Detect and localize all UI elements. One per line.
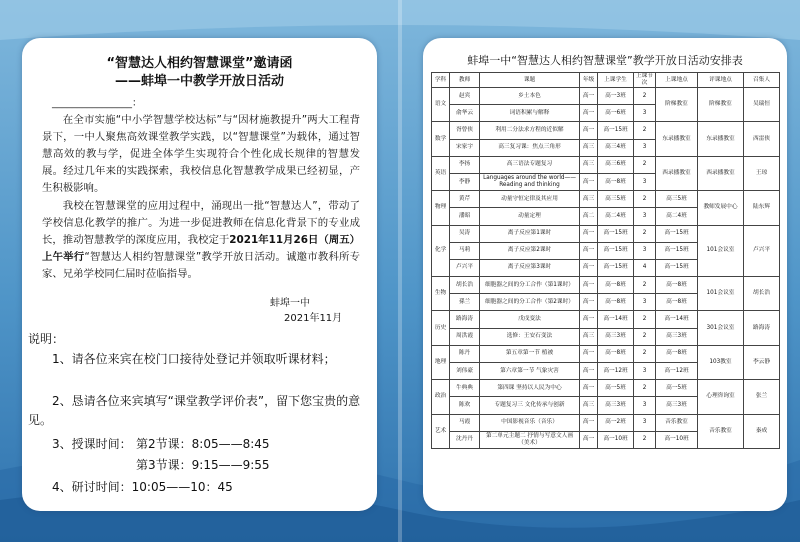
cell-class: 高一15班 <box>598 242 634 259</box>
table-row <box>432 380 780 397</box>
period-3-time: 第3节课：9:15——9:55 <box>136 458 270 472</box>
table-header-row <box>432 73 780 88</box>
cell-subject: 化学 <box>432 225 450 277</box>
salutation: ________________： <box>52 98 142 109</box>
cell-class: 高一8班 <box>598 277 634 294</box>
cell-class: 高一8班 <box>598 173 634 190</box>
cell-topic: 高三语法专题复习 <box>480 156 580 173</box>
table-row <box>432 88 780 105</box>
cell-review: 101会议室 <box>698 225 744 277</box>
cell-topic: 中国影视音乐（音乐） <box>480 414 580 431</box>
cell-host: 张兰 <box>744 380 780 414</box>
cell-grade: 高一 <box>580 122 598 139</box>
table-row <box>432 122 780 139</box>
cell-grade: 高一 <box>580 173 598 190</box>
cell-room: 高一10班 <box>656 431 698 448</box>
schedule-title: 蚌埠一中“智慧达人相约智慧课堂”教学开放日活动安排表 <box>467 54 743 67</box>
cell-class: 高一15班 <box>598 225 634 242</box>
cell-teacher: 李扬 <box>450 156 480 173</box>
cell-room: 高一8班 <box>656 277 698 294</box>
cell-room: 高三5班 <box>656 191 698 208</box>
note-3-label: 3、授课时间： <box>52 437 132 451</box>
cell-grade: 高一 <box>580 105 598 122</box>
cell-class: 高三6班 <box>598 156 634 173</box>
cell-teacher: 卢兴平 <box>450 259 480 276</box>
cell-host: 卢兴平 <box>744 225 780 277</box>
cell-room: 高二4班 <box>656 208 698 225</box>
cell-subject: 艺术 <box>432 414 450 448</box>
cell-topic: 戊戌变法 <box>480 311 580 328</box>
note-1: 1、请各位来宾在校门口接待处登记并领取听课材料； <box>52 352 336 366</box>
cell-class: 高二4班 <box>598 208 634 225</box>
cell-teacher: 吴涛 <box>450 225 480 242</box>
cell-host: 王琼 <box>744 156 780 190</box>
cell-grade: 高一 <box>580 88 598 105</box>
cell-class: 高一10班 <box>598 431 634 448</box>
cell-host: 李云静 <box>744 345 780 379</box>
cell-period: 3 <box>634 397 656 414</box>
cell-period: 2 <box>634 380 656 397</box>
cell-teacher: 陈欢 <box>450 397 480 414</box>
cell-teacher: 刘伟豪 <box>450 363 480 380</box>
cell-grade: 高一 <box>580 277 598 294</box>
cell-class: 高一2班 <box>598 414 634 431</box>
cell-review: 301会议室 <box>698 311 744 345</box>
cell-grade: 高一 <box>580 225 598 242</box>
cell-period: 2 <box>634 328 656 345</box>
cell-subject: 英语 <box>432 156 450 190</box>
cell-grade: 高三 <box>580 139 598 156</box>
notes-title: 说明： <box>28 332 65 346</box>
cell-period: 3 <box>634 294 656 311</box>
cell-teacher: 胥曾侠 <box>450 122 480 139</box>
cell-review: 101会议室 <box>698 277 744 311</box>
cell-room: 高三3班 <box>656 328 698 345</box>
cell-subject: 地理 <box>432 345 450 379</box>
column-header: 评课地点 <box>698 73 744 88</box>
column-header: 上课地点 <box>656 73 698 88</box>
cell-teacher: 潘昭 <box>450 208 480 225</box>
cell-grade: 高三 <box>580 397 598 414</box>
cell-room: 高一15班 <box>656 242 698 259</box>
table-row <box>432 277 780 294</box>
cell-room: 高一12班 <box>656 363 698 380</box>
table-row <box>432 345 780 362</box>
cell-topic: 离子反应第3课时 <box>480 259 580 276</box>
table-row <box>432 311 780 328</box>
cell-room: 东录播教室 <box>656 122 698 156</box>
cell-period: 3 <box>634 208 656 225</box>
cell-topic: 细胞器之间的分工合作（第2课时） <box>480 294 580 311</box>
cell-teacher: 宋家宇 <box>450 139 480 156</box>
cell-grade: 高三 <box>580 156 598 173</box>
cell-room: 高一14班 <box>656 311 698 328</box>
cell-period: 2 <box>634 88 656 105</box>
cell-period: 2 <box>634 156 656 173</box>
cell-topic: 词语积累与解释 <box>480 105 580 122</box>
cell-grade: 高一 <box>580 345 598 362</box>
column-header: 上课学生 <box>598 73 634 88</box>
event-date: 2021年11月26日（周五）上午举行 <box>42 234 360 263</box>
cell-teacher: 沈丹丹 <box>450 431 480 448</box>
period-2-time: 第2节课：8:05——8:45 <box>136 437 270 451</box>
cell-teacher: 黄芹 <box>450 191 480 208</box>
cell-review: 阶梯教室 <box>698 88 744 122</box>
page-spine <box>398 0 402 542</box>
column-header: 教师 <box>450 73 480 88</box>
cell-grade: 高一 <box>580 431 598 448</box>
invitation-panel <box>22 38 377 511</box>
cell-period: 2 <box>634 311 656 328</box>
cell-review: 音乐教室 <box>698 414 744 448</box>
cell-subject: 政治 <box>432 380 450 414</box>
cell-topic: 第六章第一节 气象灾害 <box>480 363 580 380</box>
cell-topic: 离子反应第2课时 <box>480 242 580 259</box>
invite-subtitle: ——蚌埠一中教学开放日活动 <box>114 74 284 89</box>
cell-teacher: 俞华云 <box>450 105 480 122</box>
signature-date: 2021年11月 <box>284 313 343 324</box>
invite-paragraph-1: 在全市实施“中小学智慧学校达标”与“因材施教提升”两大工程背景下，一中人聚焦高效课堂教学实践，以“智慧课堂”为载体，通过智慧高效的教与学，促进全体学生实现符合个性化成长规律的智慧发展。经过几年来的实践探索，我校信息化智慧教学成果已经初显，产生积极影响。 <box>42 114 360 194</box>
cell-subject: 历史 <box>432 311 450 345</box>
cell-teacher: 马莉 <box>450 242 480 259</box>
cell-teacher: 孫兰 <box>450 294 480 311</box>
cell-review: 心理咨询室 <box>698 380 744 414</box>
cell-subject: 数学 <box>432 122 450 156</box>
cell-class: 高一3班 <box>598 88 634 105</box>
column-header: 年级 <box>580 73 598 88</box>
cell-teacher: 牛典典 <box>450 380 480 397</box>
table-row <box>432 414 780 431</box>
cell-teacher: 陈丹 <box>450 345 480 362</box>
cell-teacher: 李静 <box>450 173 480 190</box>
invite-paragraph-2: 我校在智慧课堂的应用过程中，涌现出一批“智慧达人”，带动了学校信息化教学的推广。为进一步促进教师在信息化背景下的专业成长，推动智慧教学的深度应用，我校定于2021年11月26日（周五）上午举行“智慧达人相约智慧课堂”教学开放日活动。诚邀市教科所专家、兄弟学校同仁届时莅临指导。 <box>42 200 361 280</box>
cell-topic: 第五章第一节 植被 <box>480 345 580 362</box>
cell-topic: 高三复习课：焦点三角形 <box>480 139 580 156</box>
cell-topic: 选修：王安石变法 <box>480 328 580 345</box>
cell-review: 东录播教室 <box>698 122 744 156</box>
cell-teacher: 路海涛 <box>450 311 480 328</box>
cell-period: 3 <box>634 414 656 431</box>
table-row <box>432 156 780 173</box>
cell-subject: 物理 <box>432 191 450 225</box>
cell-topic: 细胞器之间的分工合作（第1课时） <box>480 277 580 294</box>
cell-period: 4 <box>634 259 656 276</box>
cell-host: 吴瑞恒 <box>744 88 780 122</box>
cell-room: 高一15班 <box>656 259 698 276</box>
schedule-panel <box>423 38 787 511</box>
cell-period: 2 <box>634 277 656 294</box>
cell-class: 高一8班 <box>598 345 634 362</box>
note-4: 4、研讨时间：10:05——10：45 <box>52 480 233 494</box>
cell-class: 高三3班 <box>598 397 634 414</box>
signature: 蚌埠一中 <box>270 298 310 309</box>
cell-topic: 乡土本色 <box>480 88 580 105</box>
cell-review: 西录播教室 <box>698 156 744 190</box>
cell-grade: 高三 <box>580 191 598 208</box>
cell-grade: 高一 <box>580 380 598 397</box>
cell-teacher: 胡长浩 <box>450 277 480 294</box>
cell-period: 2 <box>634 345 656 362</box>
cell-period: 3 <box>634 173 656 190</box>
cell-class: 高三3班 <box>598 328 634 345</box>
cell-subject: 语文 <box>432 88 450 122</box>
cell-teacher: 周洪霞 <box>450 328 480 345</box>
schedule-table <box>431 72 780 449</box>
cell-room: 西录播教室 <box>656 156 698 190</box>
cell-topic: 利用二分法求方程的近似解 <box>480 122 580 139</box>
column-header: 上课节次 <box>634 73 656 88</box>
cell-period: 2 <box>634 122 656 139</box>
cell-topic: 第二单元主题二 抒情与写意文人画（美术） <box>480 431 580 448</box>
cell-grade: 高一 <box>580 363 598 380</box>
cell-room: 高三3班 <box>656 397 698 414</box>
cell-host: 胡长浩 <box>744 277 780 311</box>
cell-grade: 高一 <box>580 294 598 311</box>
column-header: 课题 <box>480 73 580 88</box>
cell-period: 2 <box>634 225 656 242</box>
cell-host: 秦成 <box>744 414 780 448</box>
cell-topic: 离子反应第1课时 <box>480 225 580 242</box>
cell-host: 路海涛 <box>744 311 780 345</box>
cell-room: 阶梯教室 <box>656 88 698 122</box>
cell-subject: 生物 <box>432 277 450 311</box>
cell-review: 教师发展中心 <box>698 191 744 225</box>
cell-topic: 动量定理 <box>480 208 580 225</box>
column-header: 召集人 <box>744 73 780 88</box>
cell-class: 高一15班 <box>598 259 634 276</box>
cell-host: 陆东辉 <box>744 191 780 225</box>
cell-class: 高一14班 <box>598 311 634 328</box>
cell-topic: 第四课 坚持以人民为中心 <box>480 380 580 397</box>
cell-period: 3 <box>634 139 656 156</box>
cell-grade: 高一 <box>580 259 598 276</box>
cell-period: 3 <box>634 242 656 259</box>
cell-room: 高一15班 <box>656 225 698 242</box>
cell-teacher: 赵宾 <box>450 88 480 105</box>
cell-class: 高一12班 <box>598 363 634 380</box>
cell-room: 音乐教室 <box>656 414 698 431</box>
cell-room: 高一8班 <box>656 345 698 362</box>
cell-period: 3 <box>634 105 656 122</box>
cell-grade: 高一 <box>580 311 598 328</box>
cell-teacher: 马霞 <box>450 414 480 431</box>
cell-class: 高一15班 <box>598 122 634 139</box>
cell-class: 高三4班 <box>598 139 634 156</box>
cell-period: 3 <box>634 363 656 380</box>
cell-host: 西雷侠 <box>744 122 780 156</box>
cell-topic: Languages around the world——Reading and thinking <box>480 173 580 190</box>
cell-class: 高一8班 <box>598 294 634 311</box>
table-row <box>432 191 780 208</box>
table-row <box>432 225 780 242</box>
cell-review: 103教室 <box>698 345 744 379</box>
note-2: 2、恳请各位来宾填写“课堂教学评价表”，留下您宝贵的意见。 <box>28 394 361 427</box>
cell-period: 2 <box>634 431 656 448</box>
cell-grade: 高一 <box>580 242 598 259</box>
cell-class: 高三5班 <box>598 191 634 208</box>
cell-grade: 高二 <box>580 208 598 225</box>
cell-room: 高一5班 <box>656 380 698 397</box>
cell-topic: 专题复习三 文化传承与创新 <box>480 397 580 414</box>
cell-topic: 动量守恒定律及其应用 <box>480 191 580 208</box>
cell-class: 高一5班 <box>598 380 634 397</box>
invite-title: “智慧达人相约智慧课堂”邀请函 <box>106 56 293 71</box>
cell-period: 2 <box>634 191 656 208</box>
cell-grade: 高三 <box>580 328 598 345</box>
cell-room: 高一8班 <box>656 294 698 311</box>
cell-grade: 高一 <box>580 414 598 431</box>
column-header: 学科 <box>432 73 450 88</box>
cell-class: 高一6班 <box>598 105 634 122</box>
